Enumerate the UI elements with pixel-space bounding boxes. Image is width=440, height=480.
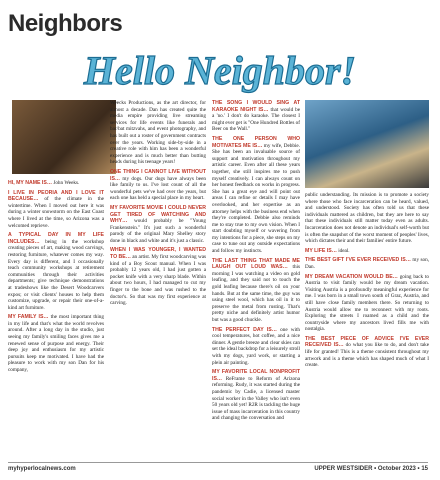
answer-text: of the climate in the wintertime. When I moved out here it was during a winter snowstorm on the East Coast where I lived at the time, so Arizona was a welcomed reprieve. [8, 196, 104, 229]
paragraph [305, 192, 429, 245]
answer-text: my son, Dan. [305, 257, 429, 270]
column-2 [110, 100, 206, 310]
hello-neighbor-banner [12, 46, 428, 94]
paragraph [8, 190, 104, 230]
paragraph [305, 248, 429, 255]
question-label: I LIVE IN PEORIA AND I LOVE IT BECAUSE… [8, 189, 104, 203]
travel-photo [305, 100, 429, 188]
paragraph [212, 369, 300, 422]
footer-rule [8, 462, 428, 463]
question-label: MY FAVORITE LOCAL NONPROFIT IS… [212, 369, 300, 382]
question-label: THE BEST PIECE OF ADVICE I'VE EVER RECEIVED IS… [305, 335, 429, 349]
paragraph [212, 258, 300, 324]
question-label: THE LAST THING THAT MADE ME LAUGH OUT LOUD WAS… [212, 257, 300, 271]
paragraph [8, 232, 104, 311]
column-4 [305, 192, 429, 372]
question-label: ONE THING I CANNOT LIVE WITHOUT IS… [110, 168, 206, 182]
answer-text: the most important thing in my life and that's what the world revolves around. After a long day in the studio, just seeing my family's smiling faces gives me a renewed sense of purpose and energy. Their deep joy and enthusiasm for my artistic pursuits keep me motivated. I have had the pleasure to work with my son Dan for his company, [8, 314, 104, 374]
question-label: THE PERFECT DAY IS… [212, 326, 277, 333]
question-label: WHEN I WAS YOUNGER, I WANTED TO BE… [110, 247, 206, 261]
answer-text: that would be a 'no.' I don't do karaoke. The closest I might ever get is "One Hundred Bottles of Beer on the Wall." [212, 106, 300, 133]
answer-text: my wife, Debbie. She has been an invaluable source of support and motivation throughout my artistic career. Even after all these years together, she still inspires me to push myself creatively. I can always count on her honest feedback on works in progress. She has a great eye and will point out areas I can refine or details I may have overlooked, and her expertise as an attorney helps with the business end when they're completed. Debbie also reminds me to stay true to my own vision. When I start doubting myself or wavering from my intentions for a piece, she steps on my case to tune out any outside expectations and follow my instincts. [212, 142, 300, 255]
answer-text: public understanding. Its mission is to promote a society where those who face incarceration can be heard, valued, and understood. Society has often told us that these individuals mattered as children, but they are here to say that these individuals still matter today even as adults. Incarceration does not denote an individual's self-worth but is often the snapshot of the worst moment of peoples' lives, which dictates their and their families' entire future. [305, 192, 429, 245]
question-label: MY FAVORITE MOVIE I COULD NEVER GET TIRED OF WATCHING AND WHY… [110, 204, 206, 225]
answer-text: do what you like to do, and don't take life for granted! This is a theme consistent throughout my artwork and is a theme which has shaped much of what I create. [305, 342, 429, 369]
paragraph [8, 314, 104, 373]
paragraph [212, 327, 300, 367]
footer-website[interactable]: myhyperlocalnews.com [8, 466, 76, 472]
question-label: THE SONG I WOULD SING AT KARAOKE NIGHT IS… [212, 100, 300, 113]
answer-text: would probably be "Young Frankenstein." It's just such a wonderful parody of the original Mary Shelley story done in black and white and it's just a classic. [110, 218, 206, 244]
question-label: THE ONE PERSON WHO MOTIVATES ME IS… [212, 135, 300, 149]
answer-text: one with cool temperatures, hot coffee, and a nice dinner. A gentle breeze and clear skies can set the ideal backdrop for a leisurely stroll with my dogs, yard work, or starting a plein air painting. [212, 326, 300, 366]
answer-text: Weecks Productions, as the art director, for almost a decade. Dan has created quite the media empire providing live streaming services for life events like funerals and bar/bat mitzvahs, and event photography, and has built out a roster of government contracts over the years. Working side-by-side in a creative role with him has been a wonderful experience and is much better than butting heads during his teenage years! [110, 100, 206, 166]
footer-issue: UPPER WESTSIDER • October 2023 • 15 [314, 466, 428, 472]
paragraph [212, 100, 300, 133]
answer-text: ReFrame to Reform of Arizona reforming. Rudy, it was started during the pandemic by Cadie, a licensed master social worker in the Valley who isn't even 50 years old yet! R2R is tackling the huge issue of mass incarceration in this country and changing the conversation and [212, 375, 300, 422]
paragraph [305, 257, 429, 270]
question-label: MY DREAM VACATION WOULD BE… [305, 273, 398, 280]
question-label: HI, MY NAME IS… [8, 180, 53, 186]
question-label: THE BEST GIFT I'VE EVER RECEIVED IS… [305, 257, 411, 264]
answer-text: being in the workshop creating pieces of art, making wood carvings, restoring furniture, whatever comes my way. Every day is different, and I occasionally teach community workshops at retirement communities through their activities departments; give technique demonstrations at tradeshows like the Desert Woodcarvers expos; or visit clients' houses to help them customize, upgrade, or repair their one-of-a-kind art furniture. [8, 238, 104, 311]
answer-text: going back to Austria to visit family would be my dream vacation. Visiting Austria is a profoundly meaningful experience for me. I was born in a small town south of Graz, Austria, and still have close family members there. So returning to Austria would allow me to reconnect with my roots. Exploring the streets I roamed as a child and the countryside where my ancestors lived fills me with nostalgia. [305, 273, 429, 333]
portrait-photo [12, 100, 116, 174]
paragraph [110, 100, 206, 166]
paragraph [110, 169, 206, 202]
paragraph [110, 205, 206, 245]
question-label: MY LIFE IS… [305, 247, 337, 254]
column-3 [212, 100, 300, 425]
section-title: Neighbors [8, 10, 123, 37]
paragraph [305, 274, 429, 333]
banner-text: Hello Neighbor! [83, 48, 357, 93]
paragraph [305, 336, 429, 369]
paragraph [110, 247, 206, 306]
paragraph [8, 180, 104, 187]
answer-text: an artist. My first woodcarving was kind of a Boy Scout manual. When I was probably 12 years old, I had just gotten a pocket knife with a very sharp blade. Within about two hours, I had managed to cut my finger to the bone and was rushed to the doctor's. So that was my first experience at carving. [110, 254, 207, 307]
question-label: MY FAMILY IS… [8, 314, 49, 321]
answer-text: ideal. [336, 247, 350, 254]
answer-text: this morning I was watching a video on gold leafing, and they said not to touch the gold leafing because there's oil on your hands. But at the same time, the guy was using steel wool, which has oil in it to preserve the metal from rusting. That's pretty niche and definitely artist humor but was a good chuckle. [212, 264, 301, 323]
paragraph [212, 136, 300, 255]
answer-text: John Weeks. [52, 180, 80, 186]
column-1 [8, 180, 104, 377]
question-label: A TYPICAL DAY IN MY LIFE INCLUDES… [8, 232, 104, 245]
answer-text: my dogs. Our dogs have always been like family to us. I've lost count of all the wonderful pets we've had over the years, but each one has held a special place in my heart. [110, 175, 206, 202]
